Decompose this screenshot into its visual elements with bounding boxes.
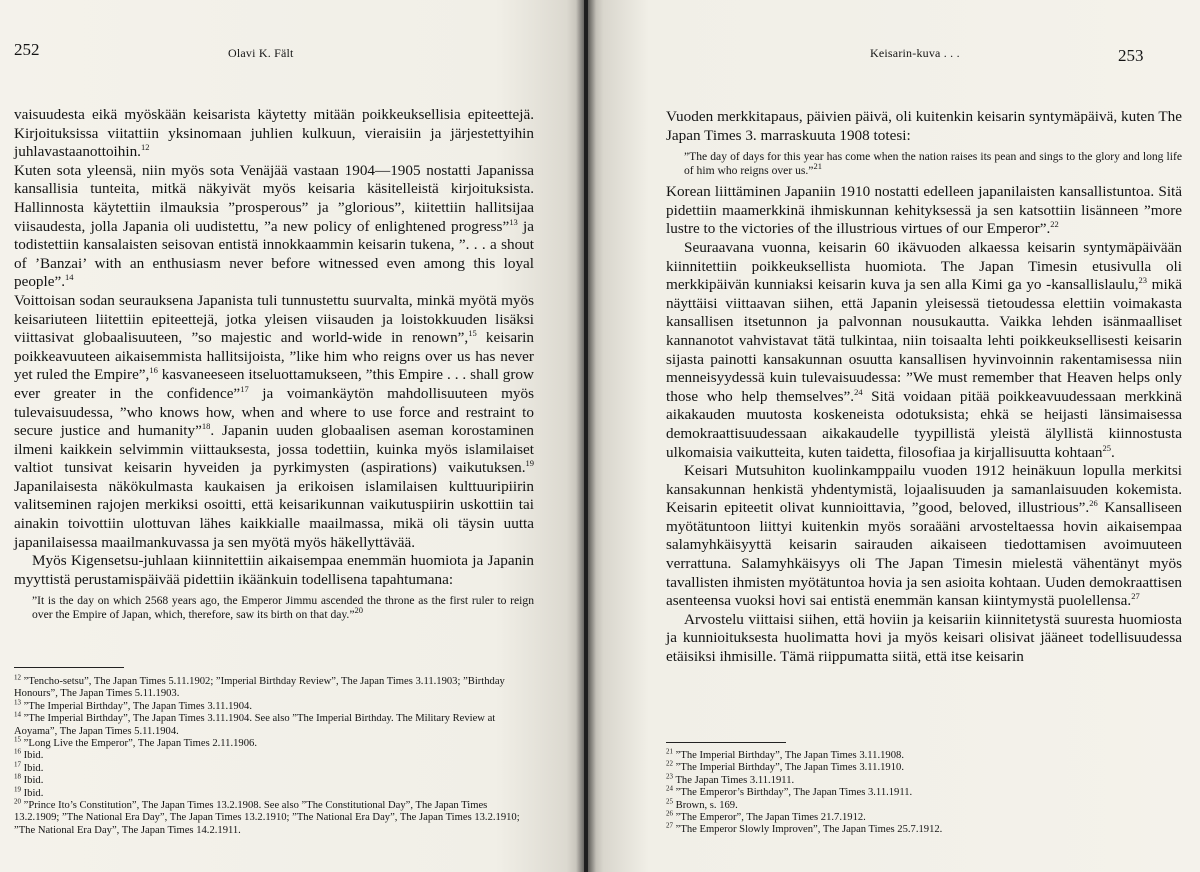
body-paragraph: Seuraavana vuonna, keisarin 60 ikävuoden alkaessa keisarin syntymäpäivään kiinnitettiin poikkeuksellista huomiota. The Japan Timesin etusivulla oli merkkipäivän kunniaksi keisarin kuva ja sen alla Kimi ga yo -kansallislaulu,$^{23}$ mikä näyttäisi viittaavan siihen, että Japanin yleisessä tietoudessa elettiin voimakasta kansallisen itsetunnon ja palvonnan nousukautta. Vaikka lehden isänmaalliset kannanotot vahvistavat tätä tulkintaa, niin toisaalta lehti poikkeuksellisesti keisarin sijasta painotti kansakunnan osuutta kansallisen hyvinvoinnin rakentamisessa niin menneisyydessä kuin tulevaisuudessa: ”We must remember that Heaven helps only those who help themselves”.$^{24}$ Sitä voidaan pitää poikkeavuudessaan merkkinä aikakauden muutosta koskeneista odotuksista; ehkä se heijasti länsimaisessa demokraattisuudessaan aikakaudelle tyypillistä yleistä älyllistä kiinnostusta ulkomaisia vaikutteita, kuten taidetta, filosofiaa ja kirjallisuutta kohtaan$^{25}$. (666, 238, 1182, 461)
footnote: $^{17}$ Ibid. (14, 760, 44, 774)
footnote: $^{27}$ ”The Emperor Slowly Improven”, The Japan Times 25.7.1912. (666, 821, 943, 836)
body-paragraph: vaisuudesta eikä myöskään keisarista käytetty mitään poikkeuksellisia epiteettejä. Kirjoituksissa viitattiin yksinomaan juhlien kulkuun, vieraisiin ja järjestettyihin juhlavastaanottoihin.$^{12}$ (14, 106, 534, 161)
block-quote: ”It is the day on which 2568 years ago, the Emperor Jimmu ascended the throne as the first ruler to reign over the Empire of Japan, which, therefore, saw its birth on that day.”$^{20}$ (32, 594, 534, 622)
footnote: $^{15}$ ”Long Live the Emperor”, The Japan Times 2.11.1906. (14, 735, 257, 750)
left-page (0, 0, 584, 872)
left-body-text (14, 106, 534, 627)
footnote-divider-right (666, 742, 786, 743)
footnote: $^{16}$ Ibid. (14, 747, 44, 762)
footnote: $^{21}$ ”The Imperial Birthday”, The Japan Times 3.11.1908. (666, 747, 904, 761)
footnote: $^{24}$ ”The Emperor’s Birthday”, The Japan Times 3.11.1911. (666, 784, 913, 799)
footnote: $^{18}$ Ibid. (14, 772, 44, 787)
body-paragraph: Myös Kigensetsu-juhlaan kiinnitettiin aikaisempaa enemmän huomiota ja Japanin myyttistä perustamispäivää pidettiin ikäänkuin todellisena tapahtumana: (14, 552, 534, 588)
page-number-left: 252 (14, 40, 40, 59)
running-head-title: Keisarin-kuva . . . (870, 46, 960, 60)
body-paragraph: Voittoisan sodan seurauksena Japanista tuli tunnustettu suurvalta, minkä myötä myös keisariuteen liitettiin epiteettejä, jotka yleisen viisauden ja loistokkuuden lisäksi viittasivat globaalisuuteen, ”so majestic and world-wide in renown”,$^{15}$ keisarin poikkeavuuteen aikaisemmista hallitsijoista, ”like him who reigns over us has never yet ruled the Empire”,$^{16}$ kasvaneeseen itseluottamukseen, ”this Empire . . . shall grow ever greater in the confidence”$^{17}$ ja voimankäytön mahdollisuuteen myös tulevaisuudessa, ”who knows how, when and where to use force and restraint to secure justice and humanity”$^{18}$. Japanin uuden globaalisen aseman korostaminen ilmeni kaikkein selvimmin viittauksesta, jossa todettiin, kuinka myös islamilaiset valtiot tunsivat keisarin hyveiden ja pyrkimysten (aspirations) vaikutuksen.$^{19}$ Japanilaisesta näkökulmasta kaukaisen ja erikoisen islamilaisen kulttuuripiirin valitseminen rajojen merkiksi osoitti, että keisarikunnan vaikutuspiirin uskottiin tai ainakin toivottiin ulottuvan lähes kaikkialle maailmassa, mikä oli täysin uutta japanilaisessa maailmankuvassa ja sen myötä myös häkellyttävää. (14, 291, 535, 551)
right-body-text (666, 108, 1182, 667)
book-spine-shadow (576, 0, 596, 872)
footnote: $^{25}$ Brown, s. 169. (666, 797, 738, 811)
running-head-author: Olavi K. Fält (228, 46, 294, 60)
footnote: $^{26}$ ”The Emperor”, The Japan Times 21.7.1912. (666, 809, 866, 824)
right-footnotes (666, 747, 1166, 837)
page-number-right: 253 (1118, 46, 1144, 65)
footnote: $^{23}$ The Japan Times 3.11.1911. (666, 772, 795, 786)
footnote: $^{12}$ ”Tencho-setsu”, The Japan Times 5.11.1902; ”Imperial Birthday Review”, The Japan Times 3.11.1903; ”Birthday Honours”, The Japan Times 5.11.1903. (14, 673, 505, 700)
body-paragraph: Korean liittäminen Japaniin 1910 nostatti edelleen japanilaisten kansallistuntoa. Sitä pidettiin maamerkkinä ihmiskunnan kehityksessä ja sen katsottiin lisänneen ”more lustre to the victories of the illustrious virtues of our Emperor”.$^{22}$ (666, 183, 1182, 238)
footnote: $^{13}$ ”The Imperial Birthday”, The Japan Times 3.11.1904. (14, 698, 252, 712)
footnote: $^{20}$ ”Prince Ito’s Constitution”, The Japan Times 13.2.1908. See also ”The Constitutional Day”, The Japan Times 13.2.1909; ”The National Era Day”, The Japan Times 13.2.1910; ”The National Era Day”, The Japan Times 13.2.1910; ”The National Era Day”, The Japan Times 14.2.1911. (14, 797, 520, 836)
body-paragraph: Vuoden merkkitapaus, päivien päivä, oli kuitenkin keisarin syntymäpäivä, kuten The Japan Times 3. marraskuuta 1908 totesi: (666, 108, 1182, 144)
footnote: $^{14}$ ”The Imperial Birthday”, The Japan Times 3.11.1904. See also ”The Imperial Birthday. The Military Review at Aoyama”, The Japan Times 5.11.1904. (14, 710, 496, 737)
body-paragraph: Kuten sota yleensä, niin myös sota Venäjää vastaan 1904—1905 nostatti Japanissa kansallisia tunteita, mitkä näkyivät myös keisaria käsitelleistä kirjoituksista. Hallinnosta käytettiin ilmauksia ”prosperous” ja ”glorious”, kiitettiin hallitsijaa viisaudesta, jolla Japania oli uudistettu, ”a new policy of enlightened progress”$^{13}$ ja todistettiin kansalaisten seisovan entistä innokkaammin keisarin tukena, ”. . . a shout of ’Banzai’ with an enthusiasm never before witnessed even among this loyal people”.$^{14}$ (14, 161, 535, 291)
right-page (588, 0, 1200, 872)
body-paragraph: Keisari Mutsuhiton kuolinkamppailu vuoden 1912 heinäkuun lopulla merkitsi kansakunnan henkistä yhdentymistä, lojaalisuuden ja samanlaisuuden kokemista. Keisarin epiteetit olivat kunnioittavia, ”good, beloved, illustrious”.$^{26}$ Kansalliseen myötätuntoon liittyi kuitenkin myös soraääni arvosteltaessa hovin aikaisempaa salamyhkäisyyttä keisarin sairauden aikaiseen tiedottamisen avoimuuteen verrattuna. Salamyhkäisyys oli The Japan Timesin mielestä vähentänyt myös tavallisten ihmisten myötätuntoa hovia ja sen asioita kohtaan. Uuden demokraattisen asenteensa vuoksi hovi sai entistä enemmän kansan kiintymystä puolellensa.$^{27}$ (666, 462, 1182, 610)
body-paragraph: Arvostelu viittaisi siihen, että hoviin ja keisariin kiinnitetystä suuresta huomiosta ja kunnioituksesta huolimatta hovi ja myös keisari olisivat jääneet todellisuudessa etäisiksi ihmisille. Tämä riippumatta siitä, että itse keisarin (666, 610, 1182, 666)
left-footnotes (14, 673, 534, 837)
footnote-divider-left (14, 667, 124, 668)
block-quote: ”The day of days for this year has come when the nation raises its pean and sings to the glory and long life of him who reigns over us.”$^{21}$ (684, 150, 1182, 178)
footnote: $^{19}$ Ibid. (14, 785, 44, 799)
footnote: $^{22}$ ”The Imperial Birthday”, The Japan Times 3.11.1910. (666, 759, 904, 774)
